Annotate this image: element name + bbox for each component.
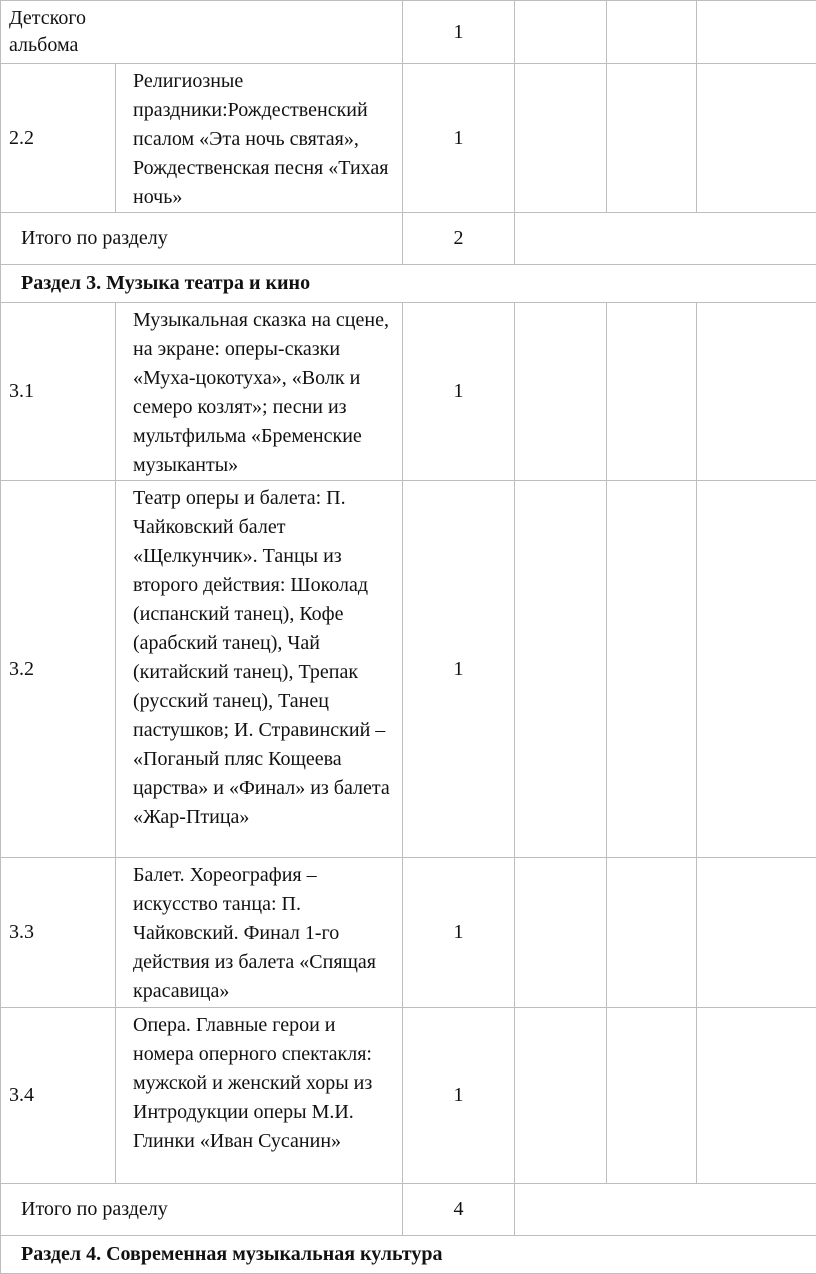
total-label: Итого по разделу — [1, 213, 403, 265]
empty-cell — [515, 303, 607, 481]
empty-cell — [607, 1, 697, 64]
hours-cell: 1 — [403, 858, 515, 1008]
empty-cell — [515, 1008, 607, 1184]
hours-cell: 1 — [403, 303, 515, 481]
empty-cell — [607, 1008, 697, 1184]
table-row — [1, 265, 816, 303]
section-heading: Раздел 4. Современная музыкальная культура — [1, 1236, 816, 1274]
empty-cell — [515, 481, 607, 858]
table-row — [1, 858, 816, 1008]
topic-cell: Музыкальная сказка на сцене, на экране: оперы-сказки «Муха-цокотуха», «Волк и семеро козлят»; песни из мультфильма «Бременские музыканты» — [116, 303, 403, 481]
row-number: 3.3 — [1, 858, 116, 1008]
topic-cell: Опера. Главные герои и номера оперного спектакля: мужской и женский хоры из Интродукции оперы М.И. Глинки «Иван Сусанин» — [116, 1008, 403, 1184]
empty-cell — [515, 858, 607, 1008]
row-number: 3.4 — [1, 1008, 116, 1184]
table-row — [1, 64, 816, 213]
section-heading: Раздел 3. Музыка театра и кино — [1, 265, 816, 303]
table-row — [1, 1236, 816, 1274]
table-row — [1, 303, 816, 481]
topic-cell: Театр оперы и балета: П. Чайковский балет «Щелкунчик». Танцы из второго действия: Шоколад (испанский танец), Кофе (арабский танец), Чай (китайский танец), Трепак (русский танец), Танец пастушков; И. Стравинский – «Поганый пляс Кощеева царства» и «Финал» из балета «Жар-Птица» — [116, 481, 403, 858]
empty-cell — [515, 64, 607, 213]
row-number: 3.2 — [1, 481, 116, 858]
topic-cell: Балет. Хореография – искусство танца: П. Чайковский. Финал 1-го действия из балета «Спящая красавица» — [116, 858, 403, 1008]
empty-cell — [697, 1, 816, 64]
empty-cell — [697, 303, 816, 481]
row-label: Детского альбома — [1, 1, 403, 64]
topic-cell: Религиозные праздники:Рождественский псалом «Эта ночь святая», Рождественская песня «Тихая ночь» — [116, 64, 403, 213]
hours-cell: 1 — [403, 64, 515, 213]
total-label: Итого по разделу — [1, 1184, 403, 1236]
table-row — [1, 1, 816, 64]
empty-cell — [515, 213, 816, 265]
empty-cell — [607, 303, 697, 481]
empty-cell — [607, 858, 697, 1008]
empty-cell — [697, 858, 816, 1008]
row-number: 3.1 — [1, 303, 116, 481]
total-hours: 4 — [403, 1184, 515, 1236]
empty-cell — [515, 1, 607, 64]
table-row — [1, 1008, 816, 1184]
hours-cell: 1 — [403, 1, 515, 64]
empty-cell — [607, 64, 697, 213]
empty-cell — [515, 1184, 816, 1236]
empty-cell — [607, 481, 697, 858]
empty-cell — [697, 481, 816, 858]
empty-cell — [697, 64, 816, 213]
table-row — [1, 1184, 816, 1236]
row-number: 2.2 — [1, 64, 116, 213]
total-hours: 2 — [403, 213, 515, 265]
empty-cell — [697, 1008, 816, 1184]
table-row — [1, 213, 816, 265]
hours-cell: 1 — [403, 1008, 515, 1184]
table-row — [1, 481, 816, 858]
hours-cell: 1 — [403, 481, 515, 858]
